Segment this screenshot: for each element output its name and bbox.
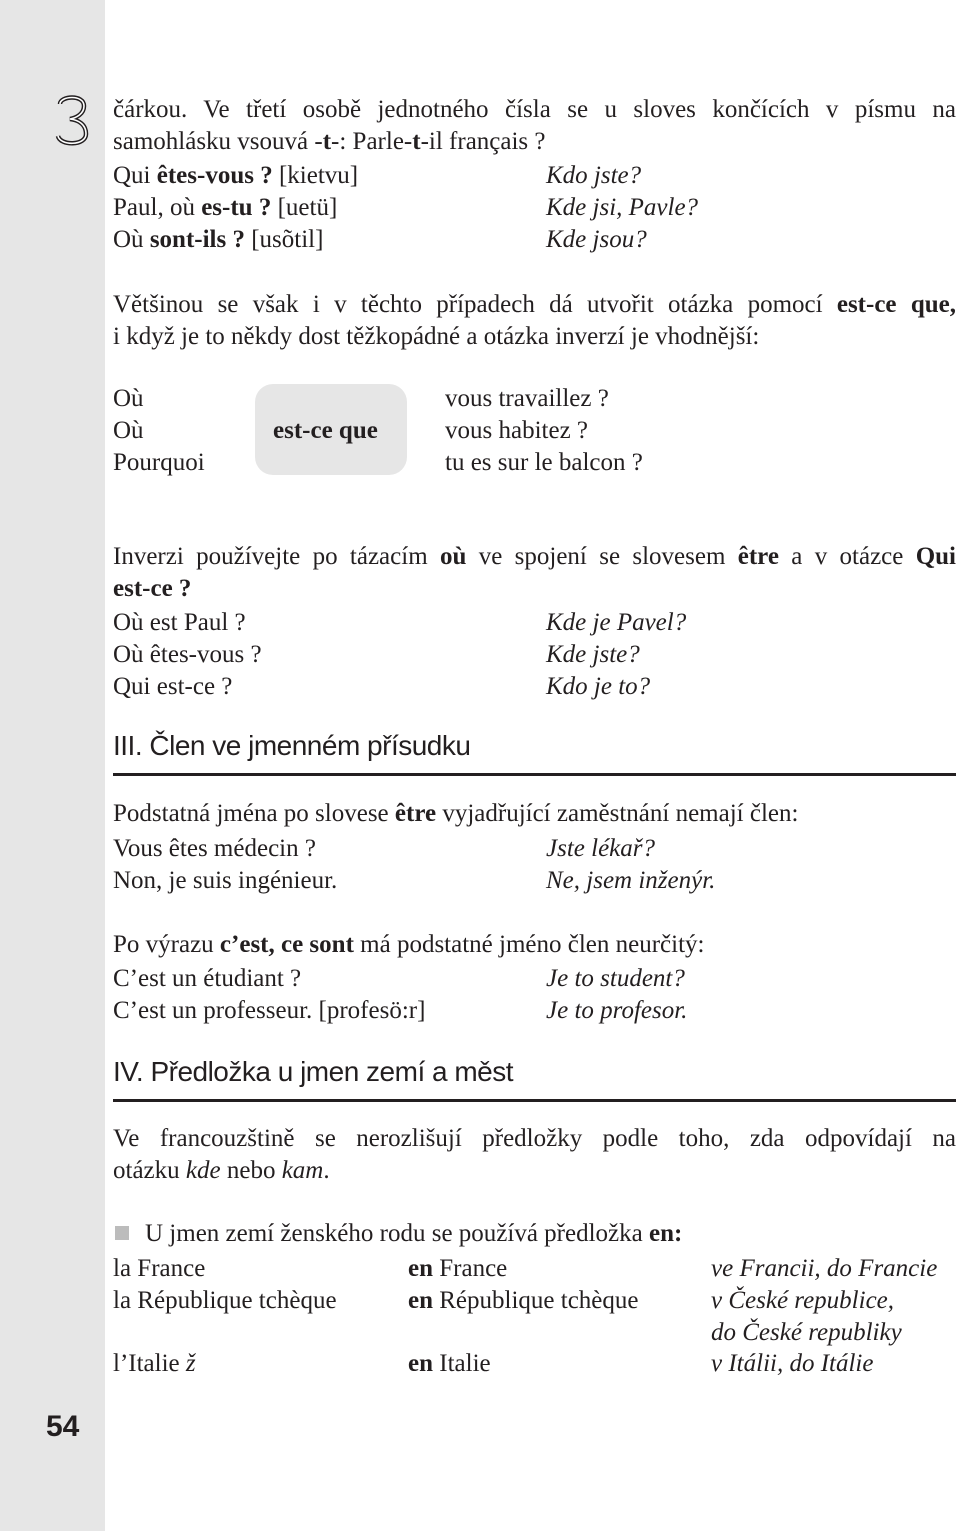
inverze-paragraph-line-1: Inverzi používejte po tázacím où ve spojení se slovesem être a v otázce Qui — [113, 543, 956, 570]
section-heading: IV. Předložka u jmen zemí a měst — [113, 1056, 514, 1087]
czech-translation: v České republice, — [711, 1287, 895, 1314]
intro-line-2: samohlásku vsouvá -t-: Parle-t-il français ? — [113, 128, 546, 155]
section-rule — [113, 1099, 956, 1102]
example-fr: Où sont-ils ? [usõtil] — [113, 226, 324, 253]
example-cz: Jste lékař? — [546, 835, 655, 862]
page-sidebar — [0, 0, 105, 1531]
country-with-preposition: en République tchèque — [408, 1287, 639, 1314]
question-rest: vous travaillez ? — [445, 385, 609, 412]
inverze-paragraph-line-2: est-ce ? — [113, 575, 192, 602]
section-heading: III. Člen ve jmenném přísudku — [113, 730, 471, 761]
example-fr: Où est Paul ? — [113, 609, 246, 636]
example-cz: Kdo jste? — [546, 162, 642, 189]
chapter-number-outline — [52, 92, 92, 148]
example-cz: Ne, jsem inženýr. — [546, 867, 716, 894]
czech-translation: ve Francii, do Francie — [711, 1255, 938, 1282]
example-fr: Non, je suis ingénieur. — [113, 867, 338, 894]
estce-paragraph-line-2: i když je to někdy dost těžkopádné a otázka inverzí je vhodnější: — [113, 323, 760, 350]
section4-paragraph-line-2: otázku kde nebo kam. — [113, 1157, 330, 1184]
example-cz: Kde jste? — [546, 641, 640, 668]
section4-paragraph-line-1: Ve francouzštině se nerozlišují předložky podle toho, zda odpovídají na — [113, 1125, 956, 1152]
section3-paragraph-2: Po výrazu c’est, ce sont má podstatné jméno člen neurčitý: — [113, 931, 705, 958]
estce-paragraph-line-1: Většinou se však i v těchto případech dá utvořit otázka pomocí est-ce que, — [113, 291, 956, 318]
page-number: 54 — [46, 1410, 80, 1443]
question-word: Pourquoi — [113, 449, 205, 476]
example-fr: Qui êtes-vous ? [kietvu] — [113, 162, 359, 189]
country-with-preposition: en France — [408, 1255, 508, 1282]
example-fr: C’est un étudiant ? — [113, 965, 302, 992]
example-fr: Où êtes-vous ? — [113, 641, 262, 668]
bullet-text: U jmen zemí ženského rodu se používá předložka en: — [145, 1220, 683, 1247]
country-name: la République tchèque — [113, 1287, 337, 1314]
question-rest: vous habitez ? — [445, 417, 589, 444]
example-fr: Vous êtes médecin ? — [113, 835, 316, 862]
example-cz: Kde je Pavel? — [546, 609, 687, 636]
estce-que-label: est-ce que — [273, 417, 378, 444]
country-name: la France — [113, 1255, 206, 1282]
section-rule — [113, 773, 956, 776]
intro-line-1: čárkou. Ve třetí osobě jednotného čísla se u sloves končících v písmu na — [113, 96, 956, 123]
example-fr: C’est un professeur. [profesö:r] — [113, 997, 426, 1024]
example-cz: Kde jsou? — [546, 226, 647, 253]
question-word: Où — [113, 385, 144, 412]
czech-translation: v Itálii, do Itálie — [711, 1350, 874, 1377]
example-cz: Kde jsi, Pavle? — [546, 194, 699, 221]
country-name: l’Italie ž — [113, 1350, 196, 1377]
question-rest: tu es sur le balcon ? — [445, 449, 643, 476]
country-with-preposition: en Italie — [408, 1350, 491, 1377]
square-bullet-icon — [115, 1226, 129, 1240]
czech-translation-continued: do České republiky — [711, 1319, 902, 1346]
example-fr: Qui est-ce ? — [113, 673, 233, 700]
example-cz: Kdo je to? — [546, 673, 651, 700]
example-cz: Je to student? — [546, 965, 685, 992]
section3-paragraph: Podstatná jména po slovese être vyjadřující zaměstnání nemají člen: — [113, 800, 799, 827]
example-cz: Je to profesor. — [546, 997, 688, 1024]
example-fr: Paul, où es-tu ? [uetü] — [113, 194, 338, 221]
question-word: Où — [113, 417, 144, 444]
